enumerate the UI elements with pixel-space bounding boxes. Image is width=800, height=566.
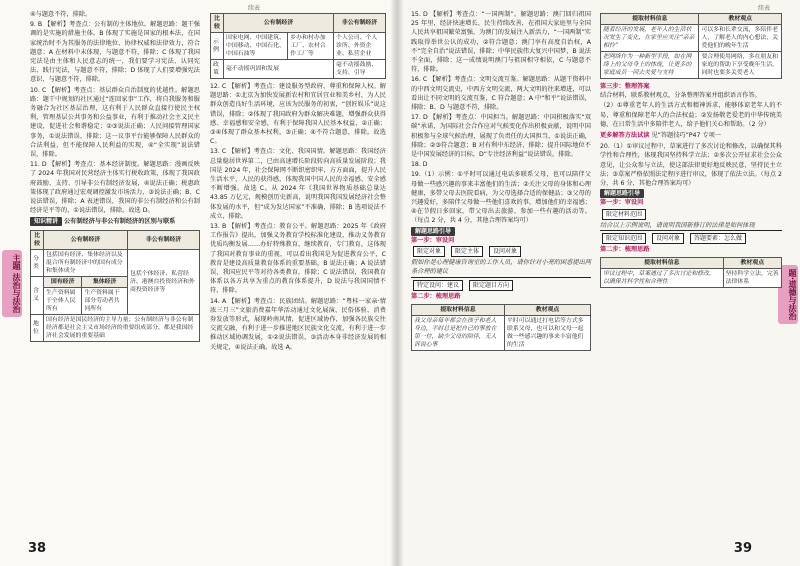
analysis-table bbox=[600, 257, 782, 288]
economy-comparison-table bbox=[30, 230, 200, 342]
page-number: 39 bbox=[733, 541, 752, 556]
answer-13b: 13. B 【解析】考查点：教育公平。解题思路：2025 年《政府工作报告》提出，加强义务教育学校标准化建设，推动义务教育优质均衡发展……办好特殊教育、继续教育，专门教育，这体现了我国对教育事业的重视，可以看出我国是为促进教育公平，C 教育是建设高质量教育体系的重要基础，B 说法正确；A 说法错误，我国应民平等对待各类教育，排除；C 说法错误，我国教育体系以各方共享为重点的教育体系提升，D 说法与我国国情不符，排除。 bbox=[210, 223, 386, 295]
annotation-box: 限定材料范围 bbox=[602, 209, 646, 220]
answer-17: 17. D 【解析】考查点：中国担当。解题思路：中国积极落实“双碳”承诺，为国际社会合作应对气候变化作出积极贡献，说明中国积极参与全球气候治理，展现了负责任的大国担当，①说法正确，排除；②③符合题意；B 对有利中东经济，排除；提升国际地位不是中国发展经济的目标，D“专注经济利益”说法错误，排除。 bbox=[411, 114, 591, 159]
answer-10: 10. C 【解析】考查点：基层群众自治制度的优越性。解题思路：题干中规划的社区通过“连回家事”工作，将自我服务和服务融合为社区基层治理，这有利于人民群众直接行使民主权利，管理基层公共事务和公益事业，有利于推动社会主义民主建设，促进社会和谐稳定；②③说法正确；人民问接管理国家事务，①说法错误，排除；这一议事平台能够保障人民群众的合法利益，但不能保障人民利益的实现，④“全实现”说法错误，排除。 bbox=[30, 86, 200, 159]
table-header: 比较 bbox=[31, 230, 44, 249]
table-subheader: 集体经济 bbox=[82, 276, 128, 287]
annotation-row bbox=[600, 208, 782, 221]
answer-20: 20.（1）①审议过程中，草案进行了多次讨论和修改，以确保其科学性和合理性，体现我国坚持科学立法；②多次公开征求社会公众意见，让公众参与立法，使这部法律更好地反映民意，坚持民主立法；③草案严格依照法定程序进行审议，体现了依法立法。（每点 2 分，共 6 分，其他合理答案均可） bbox=[600, 143, 782, 188]
page-number: 38 bbox=[28, 541, 47, 556]
analysis-table bbox=[411, 304, 591, 351]
row-label: 政策 bbox=[211, 60, 224, 79]
answer-15: 15. D 【解析】考查点：“一国两制”。解题思路：澳门回归祖国 25 年里，经济快速增长、民生持续改善，在祖国大家庭里与全国人民共享祖国繁荣富强，为澳门的发展注入新活力，“一国两制”实践取得举世公认的成功，②符合题意；澳门享有高度自治权，A 不“完全自治”说法错误，排除；中华民族伟大复兴中国梦，B 说法不全面，排除；这一成绩说明澳门与祖国相守相依，C 与题意不符，排除。 bbox=[411, 11, 591, 74]
row-label: 示例 bbox=[211, 33, 224, 60]
table-cell: 生产资料属于全体人民所有 bbox=[44, 287, 82, 314]
table-header: 公有制经济 bbox=[44, 230, 128, 249]
table-cell: 要合理使用网络，多在朋友和家庭的帮助下享受晚年生活，同时也要多关爱老人 bbox=[699, 52, 782, 79]
step-text: 结合材料，联系教材观点，分条整理答案并组织语言作答。 bbox=[600, 92, 761, 100]
guide-banner bbox=[411, 227, 591, 236]
knowledge-badge: 知识精讲 bbox=[30, 217, 62, 226]
row-label: 地位 bbox=[31, 314, 44, 341]
continued-label: 续表 bbox=[757, 5, 770, 12]
more-methods-label: 更多解答方法试读 bbox=[600, 132, 650, 140]
table-cell: 生产资料属于部分劳动者共同所有 bbox=[82, 287, 128, 314]
answer-16: 16. C 【解析】考查点：文明交流互鉴。解题思路：从题干资料中的中西文明交流史，中西方文明交流，两大文明的往来增进，可以看出让不同文明的交流互鉴，C 符合题意；A 中“和平”说法错误，排除；B、D 与题意不符，排除。 bbox=[411, 76, 591, 112]
guide-badge: 解题思路引导 bbox=[600, 189, 644, 198]
knowledge-title: 公有制经济与非公有制经济的区别与联系 bbox=[63, 218, 176, 226]
annotation-box: 限定主体 bbox=[451, 246, 483, 257]
table-cell: 国家电网、中国建筑、中国移动、中国石化、中国石油等 bbox=[223, 33, 287, 60]
step-heading: 第二步：梳理思路 bbox=[600, 246, 650, 254]
table-cell: 我父母亲每年都会在孩子和老人身边，平时总是把自己的事放在第一位，缺少父母的陪伴，无人诉说心事 bbox=[412, 316, 505, 351]
table-cell: 坚持科学立法，完善法律体系 bbox=[723, 269, 781, 288]
answer-19-2: （2）①尊重老年人的生活方式和精神诉求，能够体谅老年人的不易，尊重和保障老年人的合法权益；②发扬敬老爱老的中华传统美德，在日常生活中多陪伴老人，给予他们关心和帮助。（2 分） bbox=[600, 102, 782, 128]
left-page bbox=[0, 0, 397, 566]
table-header: 教材观点 bbox=[504, 305, 590, 316]
step-heading: 第一步：审设问 bbox=[411, 236, 455, 244]
annotation-box: 限定对象 bbox=[413, 246, 445, 257]
table-header: 非公有制经济 bbox=[334, 14, 386, 33]
annotation-row bbox=[411, 245, 591, 258]
table-header: 公有制经济 bbox=[223, 14, 333, 33]
table-header: 提取材料信息 bbox=[601, 14, 699, 25]
answer-18: 18. D bbox=[411, 161, 428, 169]
annotation-row bbox=[600, 232, 782, 245]
answer-9: 9. B 【解析】考查点：公有制的主体地位。解题思路：题干强调的是实施的措施主体。B 体现了实施是国家的根本法，在国家统治时不为其服务的法律地位、协律权威和法律效力，符合题意；A 在材料中未体现，与题意不符，排除；C 体现了我国宪法是由主体和人民意志的统一，我们要学习宪法、认同宪法、践行宪法，与题意不符，排除；D 体现了人们要增强宪法意识，与题意不符，排除。 bbox=[30, 21, 200, 84]
table-cell: 审议过程中，草案通过了多次讨论和修改，以确保其科学性和合理性 bbox=[601, 269, 724, 288]
annotation-box: 答题要素：怎么做 bbox=[690, 233, 746, 244]
guide-banner bbox=[600, 189, 782, 198]
more-methods-row bbox=[600, 131, 782, 140]
guide-badge: 解题思路引导 bbox=[411, 227, 455, 236]
answer-line: ④与题意不符，排除。 bbox=[30, 11, 92, 18]
table-subheader: 国有经济 bbox=[44, 276, 82, 287]
right-column-1 bbox=[411, 10, 591, 354]
economy-examples-table bbox=[210, 13, 386, 79]
annotation-box: 设问对象 bbox=[652, 233, 684, 244]
subject-side-tab: 题·道德与法治 bbox=[778, 265, 798, 324]
row-label: 分类 bbox=[31, 249, 44, 276]
answer-12: 12. C 【解析】考查点：建设服务型政府、尊重和保障人权。解题思路：①北京为加快发展新农村和宜居宜业和美乡村，为人民群众创造良好生活环境，应该为民服务的初衷，“创匠娱乐”说这错误，排除；②体现了我国政府为群众解决难题，增强群众获得感、幸福感和安全感，有利于保障我国人民基本权益，②正确；③④体现了群众基本权利，③正确；④不符合题意，排除。故选 C。 bbox=[210, 83, 386, 146]
right-page bbox=[397, 0, 800, 566]
step-heading: 第三步：整理答案 bbox=[600, 83, 650, 90]
table-cell: 可以多和长辈交流，多陪伴老人，了解老人的内心想法，关爱他们的晚年生活 bbox=[699, 25, 782, 52]
table-cell: 毫不动摇巩固和发展 bbox=[223, 60, 333, 79]
left-column-2 bbox=[210, 10, 386, 353]
table-cell: 随着经济的发展，老年人的生活状况发生了变化，在家里应关注“亲亲相怜” bbox=[601, 25, 699, 52]
step-heading: 第一步：审设问 bbox=[600, 199, 644, 207]
table-cell: 包括国有经济、集体经济以及混合所有制经济中的国有成分和集体成分 bbox=[44, 249, 128, 276]
left-column-1 bbox=[30, 10, 200, 345]
answer-11: 11. D 【解析】考查点：基本经济制度。解题思路：漫画反映了 2024 年我国对民营经济主体实行税收政策，体现了我国政府鼓励、支持、引导非公有制经济发展，④说法正确；税惠政策体现了政府通过宏观调控激发市场活力，③说法正确；B、C 说法错误，排除；A 表述错误，我国的非公有制经济和公有制经济是平等的，①说法错误，排除。故选 D。 bbox=[30, 161, 200, 215]
subject-side-tab: 主题 法治与法治 bbox=[2, 250, 22, 317]
table-header: 比较 bbox=[211, 14, 224, 33]
right-column-2 bbox=[600, 10, 782, 291]
annotation-box: 限定题目方向 bbox=[469, 280, 513, 291]
answer-14: 14. A 【解析】考查点：民族团结。解题思路：“粤桂一家亲·情浓三月三”文旅消费嘉年华活动通过文化展演、民俗体验、消费券发放等形式，展现岭南风情，促进区域协作，加强各民族交往交流交融，有利于进一步推进地区民族文化交流，有利于进一步推动区域协调发展，①②说法错误，③活动本身非经济发展的相关规定，④说法正确。故选 A。 bbox=[210, 297, 386, 351]
annotation-box: 特定设问：建议 bbox=[413, 280, 463, 291]
book-gutter bbox=[390, 0, 404, 566]
table-cell: 个人公司、个人诊所、外资企业、私营企业 bbox=[334, 33, 386, 60]
annotation-row bbox=[411, 279, 591, 292]
table-header: 提取材料信息 bbox=[412, 305, 505, 316]
row-label: 含义 bbox=[31, 276, 44, 314]
analysis-table bbox=[600, 13, 782, 79]
table-header: 非公有制经济 bbox=[127, 230, 199, 249]
answer-19: 19.（1）示例：①平时可以通过电话多联系父母，也可以陪伴父母做一些感兴趣的事来丰富他们的生活；②关注父母的身体和心理健康，多带父母去医院看病，为父母选择合适的保健品；③父母的兴趣爱好，多陪伴父母做一些他们喜欢的事，增加他们的幸福感；④在节假日多回家，带父母出去旅游、参加一些有趣的活动等。（每点 2 分，共 4 分，其他合理答案均可） bbox=[411, 171, 591, 225]
table-header: 提取材料信息 bbox=[601, 258, 724, 269]
annotation-box: 限定知识范围 bbox=[602, 233, 646, 244]
table-cell: 把网络作为一种新型手段，如在网络上的父母身上的体现，让更多的家庭成员一同去关爱与支持 bbox=[601, 52, 699, 79]
annotation-box: 设问对象 bbox=[489, 246, 521, 257]
table-cell: 毫不动摇鼓励、支持、引导 bbox=[334, 60, 386, 79]
question-prompt: 结合以上示例说明，请说明我国新修订的法律是如何体现 bbox=[600, 221, 782, 231]
table-cell: 包括个体经济、私营经济、港澳台投资经济和外商投资经济等 bbox=[127, 249, 199, 314]
continued-label: 续表 bbox=[248, 5, 261, 12]
question-prompt: 假如你是心理健康咨询室的工作人员，请你针对小亮的困惑提出两条合理的建议 bbox=[411, 258, 591, 277]
knowledge-banner bbox=[30, 217, 200, 226]
table-cell: 国有经济是国民经济的主导力量；公有制经济与非公有制经济都是社会主义市场经济的重要组成部分，都是我国经济社会发展的重要基础 bbox=[44, 314, 200, 341]
table-header: 教材观点 bbox=[699, 14, 782, 25]
step-heading: 第二步：梳理思路 bbox=[411, 292, 461, 300]
table-cell: 乡办和村办加工厂、农村合作工厂等 bbox=[288, 33, 334, 60]
table-cell: 平时可以通过打电话等方式多联系父母，也可以和父母一起做一些感兴趣的事来丰富他们的生活 bbox=[504, 316, 590, 351]
table-header: 教材观点 bbox=[723, 258, 781, 269]
answer-13a: 13. C 【解析】考查点：文化、我国国情。解题思路：我国经济总量稳居世界第二，已由高速增长阶段转向高质量发展阶段；我国是 2024 年，社会保障网不断织密织牢，方方面面，提升人民生活水平，人民的获得感，体现我国中国人民的幸福感、安全感不断增强。故选 C。从 2024 年《我国世界物质基础总量达 43.85 万亿元，规模创历史新高，说明我国我国发展经济社会整体发展的水平，但“成为发达国家”不准确，排除；B 选项说法不成立，排除。 bbox=[210, 148, 386, 220]
more-methods-ref: 见“答题技巧”P47 专项一 bbox=[651, 132, 721, 140]
